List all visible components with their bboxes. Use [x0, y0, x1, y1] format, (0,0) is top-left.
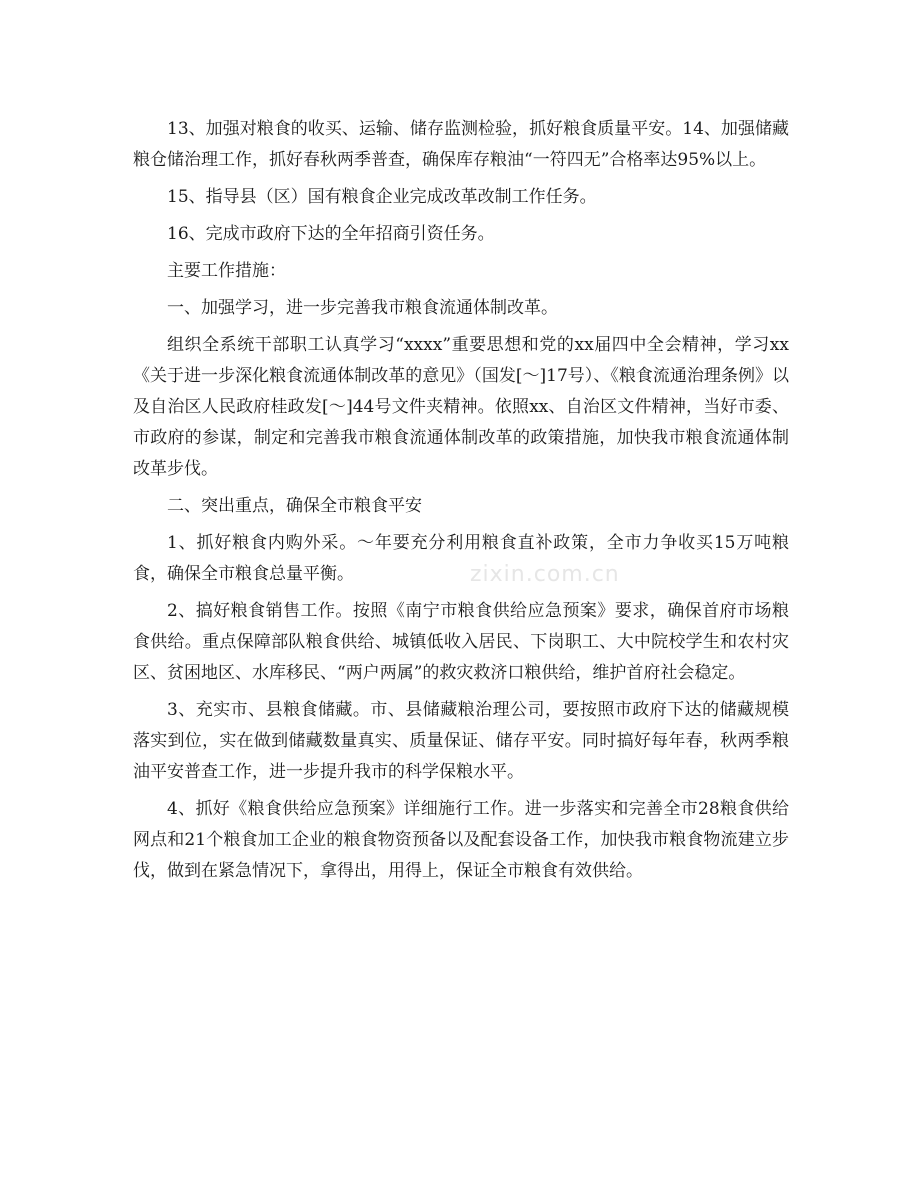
- paragraph-item-15: 15、指导县（区）国有粮食企业完成改革改制工作任务。: [167, 187, 597, 207]
- document-body: [133, 114, 789, 893]
- paragraph-measure-3: 3、充实市、县粮食储藏。市、县储藏粮治理公司，要按照市政府下达的储藏规模落实到位，实在做到储藏数量真实、质量保证、储存平安。同时搞好每年春，秋两季粮油平安普查工作，进一步提升我市的科学保粮水平。: [133, 700, 789, 782]
- paragraph-study: 组织全系统干部职工认真学习“xxxx”重要思想和党的xx届四中全会精神，学习xx《关于进一步深化粮食流通体制改革的意见》（国发[～]17号）、《粮食流通治理条例》以及自治区人民政府桂政发[～]44号文件夹精神。依照xx、自治区文件精神，当好市委、市政府的参谋，制定和完善我市粮食流通体制改革的政策措施，加快我市粮食流通体制改革步伐。: [133, 335, 789, 479]
- paragraph-measure-1: 1、抓好粮食内购外采。～年要充分利用粮食直补政策，全市力争收买15万吨粮食，确保全市粮食总量平衡。: [133, 533, 789, 584]
- watermark: zixin.com.cn: [470, 562, 620, 587]
- paragraph-measure-4: 4、抓好《粮食供给应急预案》详细施行工作。进一步落实和完善全市28粮食供给网点和21个粮食加工企业的粮食物资预备以及配套设备工作，加快我市粮食物流建立步伐，做到在紧急情况下，拿得出，用得上，保证全市粮食有效供给。: [133, 799, 789, 881]
- section-heading-measures: 主要工作措施：: [167, 261, 286, 281]
- paragraph-item-13-14: 13、加强对粮食的收买、运输、储存监测检验，抓好粮食质量平安。14、加强储藏粮仓储治理工作，抓好春秋两季普查，确保库存粮油“一符四无”合格率达95%以上。: [133, 119, 789, 170]
- paragraph-item-16: 16、完成市政府下达的全年招商引资任务。: [167, 224, 495, 244]
- section-heading-one: 一、加强学习，进一步完善我市粮食流通体制改革。: [167, 298, 558, 318]
- section-heading-two: 二、突出重点，确保全市粮食平安: [167, 496, 422, 516]
- paragraph-measure-2: 2、搞好粮食销售工作。按照《南宁市粮食供给应急预案》要求，确保首府市场粮食供给。重点保障部队粮食供给、城镇低收入居民、下岗职工、大中院校学生和农村灾区、贫困地区、水库移民、“两户两属”的救灾救济口粮供给，维护首府社会稳定。: [133, 601, 789, 683]
